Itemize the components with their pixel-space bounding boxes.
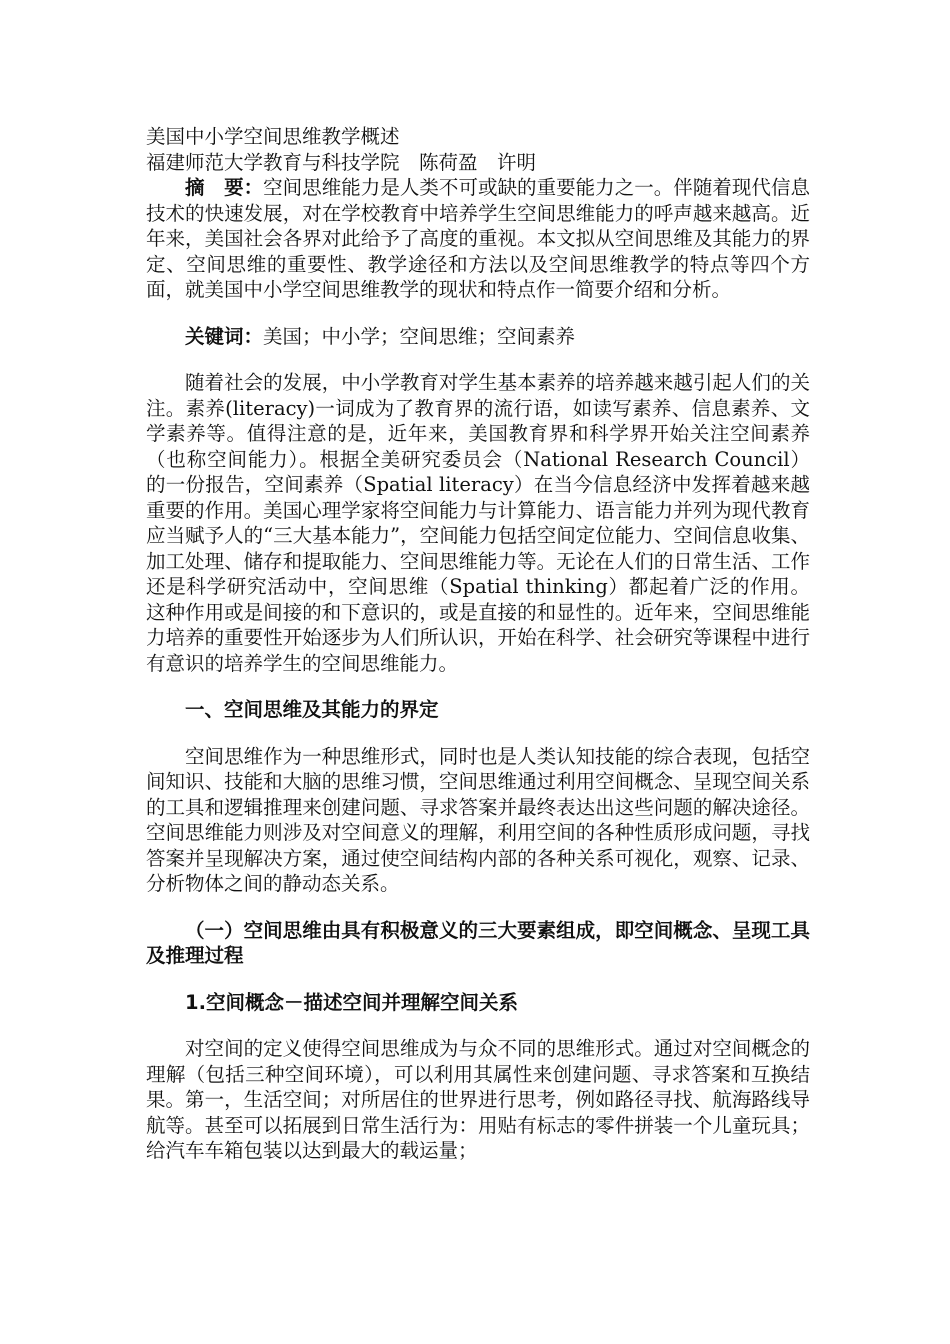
intro-paragraph: 随着社会的发展，中小学教育对学生基本素养的培养越来越引起人们的关注。素养(literacy)一词成为了教育界的流行语，如读写素养、信息素养、文学素养等。值得注意的是，近年来，美国教育界和科学界开始关注空间素养（也称空间能力）。根据全美研究委员会（National Research Council）的一份报告，空间素养（Spatial literacy）在当今信息经济中发挥着越来越重要的作用。美国心理学家将空间能力与计算能力、语言能力并列为现代教育应当赋予人的“三大基本能力”，空间能力包括空间定位能力、空间信息收集、加工处理、储存和提取能力、空间思维能力等。无论在人们的日常生活、工作还是科学研究活动中，空间思维（Spatial thinking）都起着广泛的作用。这种作用或是间接的和下意识的，或是直接的和显性的。近年来，空间思维能力培养的重要性开始逐步为人们所认识，开始在科学、社会研究等课程中进行有意识的培养学生的空间思维能力。: [146, 371, 810, 675]
spacer: [146, 349, 810, 370]
keywords: [146, 324, 810, 350]
spacer: [146, 1015, 810, 1036]
item-heading: 1.空间概念－描述空间并理解空间关系: [185, 990, 518, 1014]
spacer: [146, 676, 810, 697]
subsection-heading: （一）空间思维由具有积极意义的三大要素组成，即空间概念、呈现工具及推理过程: [146, 918, 810, 967]
document-title: 美国中小学空间思维教学概述: [146, 125, 400, 148]
abstract-label: 摘 要：: [185, 176, 264, 199]
abstract: [146, 175, 810, 303]
spacer: [146, 969, 810, 990]
keywords-label: 关键词：: [185, 324, 264, 348]
spacer: [146, 897, 810, 918]
spacer: [146, 723, 810, 744]
item-paragraph: 对空间的定义使得空间思维成为与众不同的思维形式。通过对空间概念的理解（包括三种空间环境），可以利用其属性来创建问题、寻求答案和互换结果。第一，生活空间；对所居住的世界进行思考，例如路径寻找、航海路线导航等。甚至可以拓展到日常生活行为：用贴有标志的零件拼装一个儿童玩具；给汽车车箱包装以达到最大的载运量；: [146, 1037, 810, 1162]
section-paragraph: 空间思维作为一种思维形式，同时也是人类认知技能的综合表现，包括空间知识、技能和大脑的思维习惯，空间思维通过利用空间概念、呈现空间关系的工具和逻辑推理来创建问题、寻求答案并最终表达出这些问题的解决途径。空间思维能力则涉及对空间意义的理解，利用空间的各种性质形成问题，寻找答案并呈现解决方案，通过使空间结构内部的各种关系可视化，观察、记录、分析物体之间的静动态关系。: [146, 744, 810, 895]
abstract-text: 空间思维能力是人类不可或缺的重要能力之一。伴随着现代信息技术的快速发展，对在学校教育中培养学生空间思维能力的呼声越来越高。近年来，美国社会各界对此给予了高度的重视。本文拟从空间思维及其能力的界定、空间思维的重要性、教学途径和方法以及空间思维教学的特点等四个方面，就美国中小学空间思维教学的现状和特点作一简要介绍和分析。: [146, 176, 810, 301]
keywords-text: 美国；中小学；空间思维；空间素养: [263, 324, 576, 348]
spacer: [146, 303, 810, 324]
document-body: [146, 124, 810, 1164]
section-heading: 一、空间思维及其能力的界定: [185, 698, 439, 721]
document-authors: 福建师范大学教育与科技学院 陈荷盈 许明: [146, 150, 537, 174]
